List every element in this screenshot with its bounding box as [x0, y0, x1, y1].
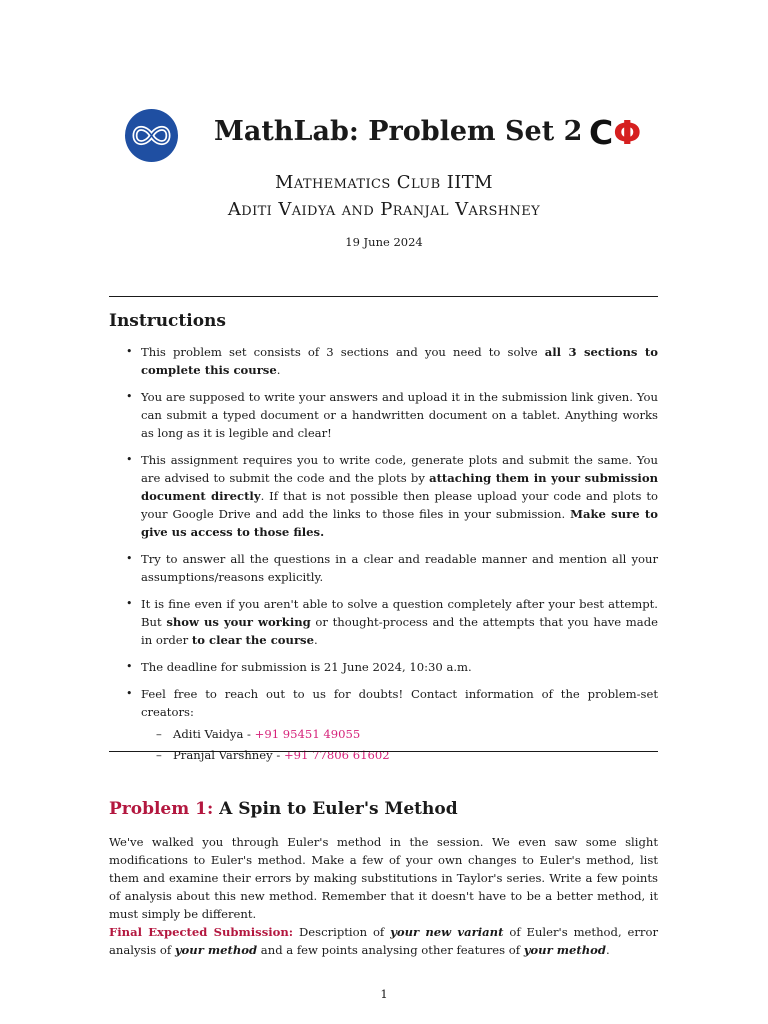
contact-phone-link[interactable]: +91 95451 49055	[254, 727, 361, 741]
final-submission-label: Final Expected Submission:	[109, 925, 294, 939]
item-text: Try to answer all the questions in a clear and readable manner and mention all your assumptions/reasons explicitly.	[141, 552, 658, 584]
page-number: 1	[380, 987, 388, 1001]
contact-item	[141, 724, 658, 745]
contact-phone-link[interactable]: +91 77806 61602	[283, 748, 390, 762]
list-item	[109, 685, 658, 766]
list-item	[109, 658, 658, 676]
problem-1-heading	[109, 799, 458, 819]
note-text: of Euler's method, error analysis of	[109, 925, 658, 957]
problem-number: Problem 1:	[109, 799, 214, 819]
item-emphasis: to clear the course	[191, 633, 314, 647]
item-text: This assignment requires you to write code, generate plots and submit the same. You are advised to submit the code and the plots by	[141, 453, 658, 485]
item-text: .	[313, 633, 318, 647]
note-text: Description of	[293, 925, 391, 939]
note-emphasis: your new variant	[390, 925, 504, 939]
c-phi-logo	[589, 113, 641, 153]
item-text: .	[276, 363, 281, 377]
bottom-divider	[109, 751, 658, 752]
note-emphasis: your method	[174, 943, 258, 957]
item-text: or thought-process and the attempts that you have made in order	[141, 615, 658, 647]
contact-name: Pranjal Varshney -	[173, 748, 284, 762]
logo-letter-phi: Φ	[613, 113, 642, 152]
item-text: This problem set consists of 3 sections and you need to solve	[141, 345, 545, 359]
item-text: You are supposed to write your answers and upload it in the submission link given. You can submit a typed document or a handwritten document on a tablet. Anything works as long as it is legible and clear!	[141, 390, 658, 440]
note-emphasis: your method	[523, 943, 606, 957]
note-text: .	[606, 943, 610, 957]
problem-title: A Spin to Euler's Method	[219, 799, 458, 819]
instructions-heading: Instructions	[109, 311, 226, 331]
item-emphasis: show us your working	[166, 615, 311, 629]
list-item	[109, 343, 658, 379]
list-item	[109, 550, 658, 586]
deadline-text: The deadline for submission is 21 June 2024, 10:30 a.m.	[141, 660, 472, 674]
instructions-list	[109, 343, 658, 775]
infinity-icon	[125, 109, 178, 162]
top-divider	[109, 296, 658, 297]
document-date: 19 June 2024	[345, 235, 423, 249]
list-item	[109, 595, 658, 649]
item-text: It is fine even if you aren't able to solve a question completely after your best attempt. But	[141, 597, 658, 629]
math-club-logo	[125, 109, 178, 162]
list-item	[109, 388, 658, 442]
item-emphasis: all 3 sections to complete this course	[141, 345, 658, 377]
note-text: and a few points analysing other features of	[257, 943, 524, 957]
item-text: Feel free to reach out to us for doubts! Contact information of the problem-set creators:	[141, 687, 658, 719]
organization-name: Mathematics Club IITM	[275, 172, 493, 193]
item-emphasis: attaching them in your submission document directly	[141, 471, 658, 503]
item-text: . If that is not possible then please upload your code and plots to your Google Drive and add the links to those files in your submission.	[141, 489, 658, 521]
contact-name: Aditi Vaidya -	[173, 727, 255, 741]
contact-list	[141, 724, 658, 766]
list-item	[109, 451, 658, 541]
document-title: MathLab: Problem Set 2	[214, 116, 583, 147]
final-submission-note	[109, 923, 658, 959]
logo-letter-c: C	[589, 113, 614, 152]
item-emphasis: Make sure to give us access to those files.	[141, 507, 658, 539]
authors: Aditi Vaidya and Pranjal Varshney	[227, 199, 541, 220]
contact-item	[141, 745, 658, 766]
problem-1-body: We've walked you through Euler's method in the session. We even saw some slight modifications to Euler's method. Make a few of your own changes to Euler's method, list them and examine their errors by making substitutions in Taylor's series. Write a few points of analysis about this new method. Remember that it doesn't have to be a better method, it must simply be different.	[109, 835, 658, 921]
